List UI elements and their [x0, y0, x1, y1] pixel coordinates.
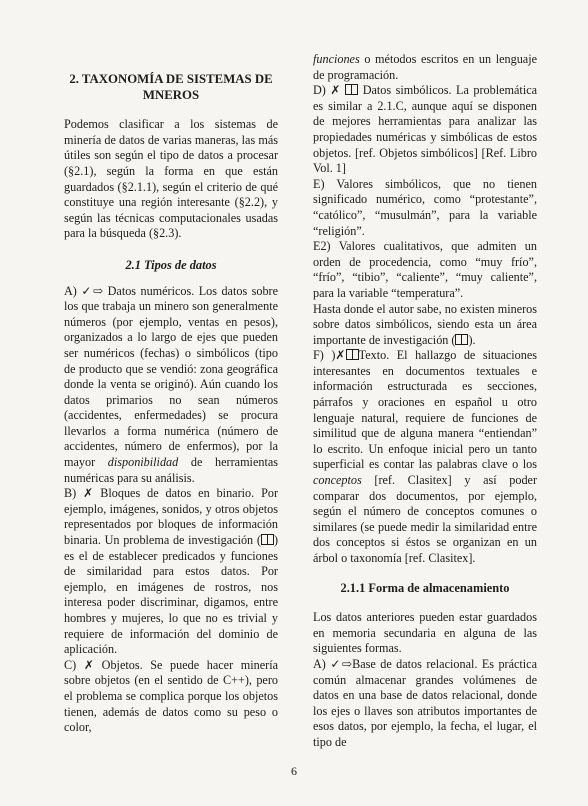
item-c-paragraph: [64, 658, 278, 736]
note-text: Hasta donde el autor sabe, no existen mineros sobre datos simbólicos, siendo esta un área importante de investigación (: [313, 301, 537, 347]
item-text-end: [ref. Clasitex] y así poder comparar dos documentos, por ejemplo, según el número de conceptos comunes o similares (se puede medir la similaridad entre dos conceptos si éstos se organizan en un árbol o taxonomía [ref. Clasitex].: [313, 473, 538, 565]
item-text: Texto. El hallazgo de situaciones interesantes en documentos textuales e información estructurada es secciones, párrafos y oraciones en español u otro lenguaje natural, requiere de funciones de similitud que de alguna manera “entiendan” lo escrito. Un enfoque inicial pero un tanto superficial es contar las palabras clave o los: [313, 348, 537, 472]
research-note: [313, 302, 537, 349]
item-a2-paragraph: [313, 657, 537, 751]
subsubsection-title: 2.1.1 Forma de almacenamiento: [340, 580, 510, 595]
item-text: Base de datos relacional. Es práctica común almacenar grandes volúmenes de datos en una base de datos relacional, donde los ejes o llaves son atributos importantes de esos datos, por ejemplo, la fecha, el lugar, el tipo de: [313, 656, 538, 749]
item-f-paragraph: [313, 348, 537, 566]
cross-icon: ✗: [83, 657, 95, 672]
item-text-end: de herramientas numéricas para su análisis.: [64, 455, 278, 485]
item-text-cont: ) es el de establecer predicados y funciones de similaridad para estos datos. Por ejemplo, en imágenes de rostros, nos interesa poder discriminar, digamos, entre hombres y mujeres, lo que no es trivial y requiere de información del dominio de aplicación.: [64, 533, 278, 657]
book-icon: [261, 534, 274, 545]
cross-icon: ✗: [330, 83, 341, 98]
item-a-paragraph: [64, 284, 278, 487]
cross-icon: ✗: [335, 348, 346, 363]
item-e2-paragraph: E2) Valores cualitativos, que admiten un orden de procedencia, como “muy frío”, “frío”, “tibio”, “caliente”, “muy caliente”, para la variable “temperatura”.: [313, 239, 537, 300]
note-text-end: ).: [468, 332, 476, 347]
item-label: B): [64, 486, 77, 501]
arrow-icon: ⇨: [341, 656, 353, 671]
page-number: 6: [291, 764, 297, 778]
item-e-paragraph: E) Valores simbólicos, que no tienen significado numérico, como “protestante”, “católico”, “musulmán”, para la variable “religión”.: [313, 176, 537, 238]
item-italic-text: disponibilidad: [107, 455, 179, 470]
book-icon: [455, 334, 468, 345]
item-text: Bloques de datos en binario. Por ejemplo, imágenes, sonidos, y otros objetos representados por bloques de información binaria. Un problema de investigación (: [64, 486, 279, 548]
check-icon: ✓: [81, 283, 93, 298]
section-title: 2. TAXONOMÍA DE SISTEMAS DE MNEROS: [69, 72, 273, 102]
item-d-paragraph: [313, 83, 537, 177]
item-text-end: o métodos escritos en un lenguaje de programación.: [313, 52, 537, 82]
item-label: A): [313, 656, 326, 671]
right-column: [313, 0, 538, 749]
left-column: [64, 0, 278, 746]
item-text: Datos simbólicos. La problemática es similar a 2.1.C, aunque aquí se disponen de mejores herramientas para analizar las propiedades numéricas y simbólicas de estos objetos. [ref. Objetos simbólicos] [Ref. Libro Vol. 1]: [313, 83, 538, 176]
item-label: C): [64, 657, 77, 672]
item-italic-text: funciones: [313, 52, 360, 66]
item-c-continuation: [313, 52, 537, 83]
check-icon: ✓: [330, 656, 342, 671]
item-text: Objetos. Se puede hacer minería sobre objetos (en el sentido de C++), pero el problema se complica porque los objetos tienen, además de datos como su peso o color,: [64, 657, 278, 735]
item-label: F): [313, 348, 324, 363]
paren-mark: ): [331, 348, 336, 363]
item-b-paragraph: [64, 486, 278, 658]
cross-icon: ✗: [83, 486, 94, 501]
subsection-title: 2.1 Tipos de datos: [125, 257, 217, 272]
book-icon: [346, 349, 359, 360]
subsubsection-intro: Los datos anteriores pueden estar guardados en memoria secundaria en alguna de las siguientes formas.: [313, 610, 537, 656]
arrow-icon: ⇨: [92, 283, 104, 298]
book-icon: [345, 84, 358, 95]
item-text: Datos numéricos. Los datos sobre los que trabaja un minero son generalmente números (por ejemplo, ventas en pesos), organizados a lo largo de ejes que pueden ser numéricos (fechas) o simbólicos (tipo de producto que se vendió: zona geográfica donde la venta se originó). Aún cuando los datos primarios no sean números (accidentes, enfermedades) se procura llevarlos a forma numérica (número de accidentes, número de enfermos), por la mayor: [64, 283, 279, 470]
item-label: A): [64, 283, 77, 298]
section-intro: Podemos clasificar a los sistemas de minería de datos de varias maneras, las más útiles son según el tipo de datos a procesar (§2.1), según la forma en que están guardados (§2.1.1), según el criterio de qué constituye una región interesante (§2.2), y según las técnicas computacionales usadas para la búsqueda (§2.3).: [64, 117, 278, 241]
item-italic-text: conceptos: [313, 473, 362, 488]
item-label: D): [313, 83, 326, 98]
